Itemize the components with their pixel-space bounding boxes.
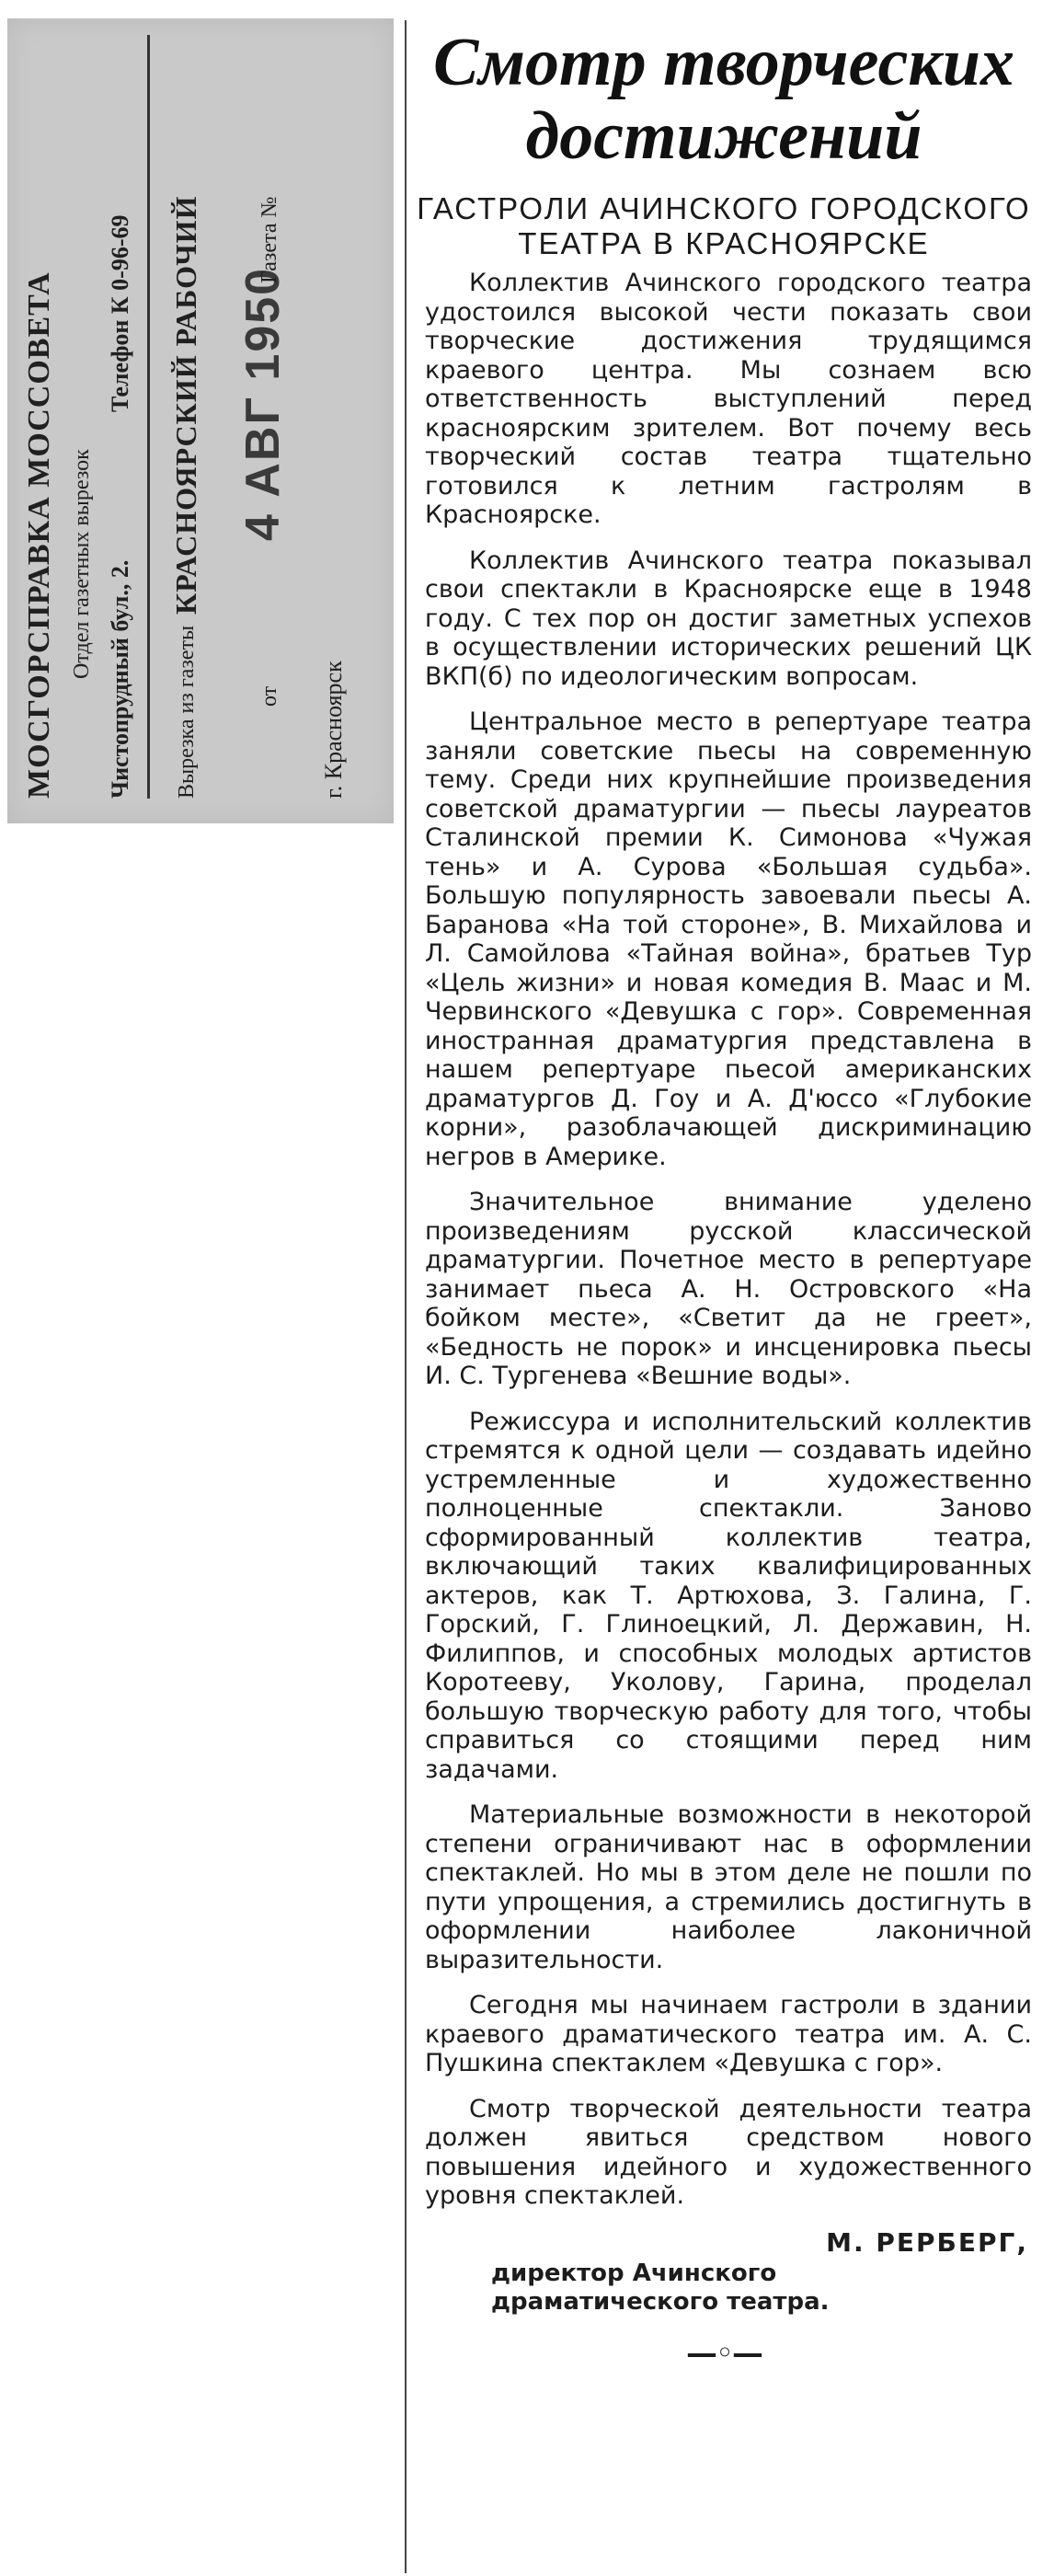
- article-paragraph: Режиссура и исполнительский коллектив стремятся к одной цели — создавать идейно устремленные и художественно полноценные спектакли. Заново сформированный коллектив театра, включающий таких квалифицированных актеров, как Т. Артюхова, З. Галина, Г. Горский, Г. Глиноецкий, Л. Державин, Н. Филиппов, и способных молодых артистов Коротееву, Уколову, Гарина, проделал большую творческую работу для того, чтобы справиться со стоящими перед ним задачами.: [425, 1407, 1032, 1784]
- bureau-department: Отдел газетных вырезок: [70, 448, 94, 679]
- article-paragraph: Значительное внимание уделено произведениям русской классической драматургии. Почетное место в репертуаре занимает пьеса А. Н. Островского «На бойком месте», «Светит да не греет», «Бедность не порок» и инсценировка пьесы И. С. Тургенева «Вешние воды».: [425, 1188, 1032, 1390]
- article-headline: Смотр творческих достижений: [433, 25, 1014, 174]
- author-signature: М. РЕРБЕРГ,: [826, 2226, 1028, 2258]
- newspaper-article: [405, 20, 1041, 2573]
- article-paragraph: Смотр творческой деятельности театра должен явиться средством нового повышения идейного и художественного уровня спектаклей.: [425, 2094, 1032, 2210]
- date-prefix: от: [258, 685, 281, 707]
- source-newspaper: КРАСНОЯРСКИЙ РАБОЧИЙ: [169, 195, 202, 615]
- article-paragraph: Коллектив Ачинского городского театра удостоился высокой чести показать свои творческие достижения трудящимся краевого центра. Мы сознаем всю ответственность выступлений перед красноярским зрителем. Вот почему весь творческий состав театра тщательно готовился к летним гастролям в Красноярске.: [425, 269, 1032, 529]
- end-ornament: —◦—: [685, 2334, 762, 2372]
- bureau-phone: Телефон К 0-96-69: [107, 214, 133, 412]
- article-paragraph: Сегодня мы начинаем гастроли в здании краевого драматического театра им. А. С. Пушкина спектаклем «Девушка с гор».: [425, 1991, 1032, 2077]
- date-stamp: 4 АВГ 1950: [236, 266, 290, 541]
- city-label: г. Красноярск: [320, 660, 347, 799]
- label-divider: [147, 35, 150, 799]
- source-prefix: Вырезка из газеты: [175, 625, 199, 799]
- article-body: [407, 269, 1041, 2211]
- author-title: директор Ачинского драматического театра.: [491, 2259, 830, 2316]
- clipping-label-rotated: [17, 26, 384, 817]
- gazeta-number-label: Газета №: [258, 196, 281, 283]
- article-subheading: ГАСТРОЛИ АЧИНСКОГО ГОРОДСКОГО ТЕАТРА В КРАСНОЯРСКЕ: [417, 191, 1031, 260]
- bureau-organization: МОСГОРСПРАВКА МОССОВЕТА: [22, 270, 56, 799]
- article-paragraph: Коллектив Ачинского театра показывал свои спектакли в Красноярске еще в 1948 году. С тех пор он достиг заметных успехов в осуществлении исторических решений ЦК ВКП(б) по идеологическим вопросам.: [425, 546, 1032, 691]
- bureau-address: Чистопрудный бул., 2.: [107, 559, 133, 799]
- article-paragraph: Материальные возможности в некоторой степени ограничивают нас в оформлении спектаклей. Но мы в этом деле не пошли по пути упрощения, а стремились достигнуть в оформлении наиболее лаконичной выразительности.: [425, 1800, 1032, 1974]
- clipping-bureau-label: [7, 18, 394, 823]
- article-paragraph: Центральное место в репертуаре театра заняли советские пьесы на современную тему. Среди них крупнейшие произведения советской драматургии — пьесы лауреатов Сталинской премии К. Симонова «Чужая тень» и А. Сурова «Большая судьба». Большую популярность завоевали пьесы А. Баранова «На той стороне», В. Михайлова и Л. Самойлова «Тайная война», братьев Тур «Цель жизни» и новая комедия В. Маас и М. Червинского «Девушка с гор». Современная иностранная драматургия представлена в нашем репертуаре пьесой американских драматургов Д. Гоу и А. Д'юссо «Глубокие корни», разоблачающей дискриминацию негров в Америке.: [425, 707, 1032, 1171]
